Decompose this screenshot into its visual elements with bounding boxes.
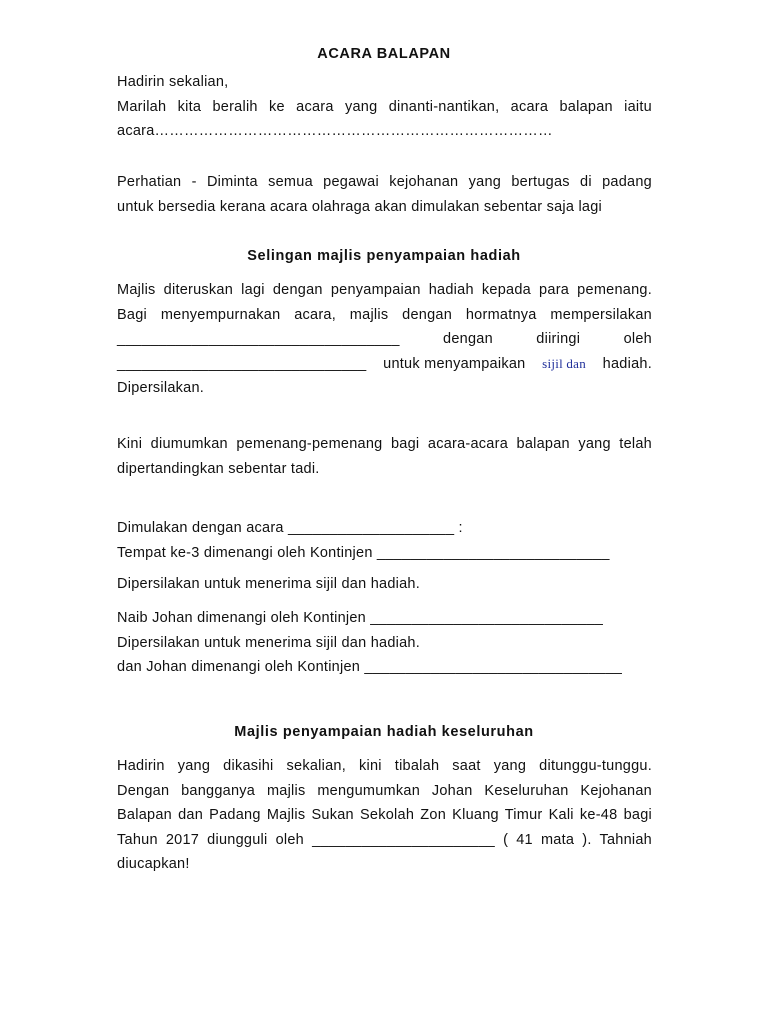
word-oleh: oleh xyxy=(623,331,652,347)
keseluruhan-line-4: Tahun 2017 diungguli oleh ______________________ ( 41 mata ). Tahniah xyxy=(117,831,652,848)
winners-event-block xyxy=(117,516,652,565)
selingan-line-4 xyxy=(117,352,652,377)
selingan-paragraph xyxy=(117,278,652,401)
invite-line-1: Dipersilakan untuk menerima sijil dan hadiah. xyxy=(117,576,421,592)
keseluruhan-line-2: Dengan bangganya majlis mengumumkan Johan Keseluruhan Kejohanan xyxy=(117,782,652,799)
notice-paragraph xyxy=(117,170,652,219)
section-heading-selingan: Selingan majlis penyampaian hadiah xyxy=(247,248,521,264)
winners-intro-paragraph xyxy=(117,432,652,481)
invite-block-1 xyxy=(117,572,652,597)
keseluruhan-line-5: diucapkan! xyxy=(117,856,190,872)
keseluruhan-line-3: Balapan dan Padang Majlis Sukan Sekolah Zon Kluang Timur Kali ke-48 bagi xyxy=(117,807,652,823)
guest-name-blank: __________________________________ xyxy=(117,331,400,347)
second-place-line: Naib Johan dimenangi oleh Kontinjen ____________________________ xyxy=(117,610,604,626)
winners-intro-line-2: dipertandingkan sebentar tadi. xyxy=(117,460,320,477)
companion-name-blank: ______________________________ xyxy=(117,355,367,372)
selingan-line-5: Dipersilakan. xyxy=(117,380,205,396)
intro-line-2: acara……………………………………………………………………… xyxy=(117,123,553,139)
page-title: ACARA BALAPAN xyxy=(317,46,451,62)
text-sijil-dan: sijil dan xyxy=(542,355,586,371)
third-place-line: Tempat ke-3 dimenangi oleh Kontinjen ____________________________ xyxy=(117,544,610,561)
selingan-line-2: Bagi menyempurnakan acara, majlis dengan hormatnya mempersilakan xyxy=(117,306,652,323)
text-untuk-menyampaikan: untuk menyampaikan xyxy=(383,355,526,372)
notice-line-1: Perhatian - Diminta semua pegawai kejohanan yang bertugas di padang xyxy=(117,174,652,190)
keseluruhan-line-1: Hadirin yang dikasihi sekalian, kini tibalah saat yang ditunggu-tunggu. xyxy=(117,758,652,774)
intro-line-1: Marilah kita beralih ke acara yang dinanti-nantikan, acara balapan iaitu xyxy=(117,98,652,115)
greeting-text: Hadirin sekalian, xyxy=(117,74,229,90)
notice-line-2: untuk bersedia kerana acara olahraga akan dimulakan sebentar saja lagi xyxy=(117,198,603,215)
winners-top-block xyxy=(117,606,652,680)
selingan-line-3 xyxy=(117,327,652,352)
section-heading-keseluruhan: Majlis penyampaian hadiah keseluruhan xyxy=(234,724,534,740)
word-dengan: dengan xyxy=(443,331,493,347)
selingan-line-1: Majlis diteruskan lagi dengan penyampaian hadiah kepada para pemenang. xyxy=(117,282,652,298)
keseluruhan-paragraph xyxy=(117,754,652,877)
text-hadiah: hadiah. xyxy=(602,355,652,372)
invite-line-2: Dipersilakan untuk menerima sijil dan hadiah. xyxy=(117,634,421,651)
word-diiringi: diiringi xyxy=(536,331,581,347)
first-place-line: dan Johan dimenangi oleh Kontinjen _______________________________ xyxy=(117,659,623,675)
intro-paragraph xyxy=(117,70,652,144)
winners-intro-line-1: Kini diumumkan pemenang-pemenang bagi acara-acara balapan yang telah xyxy=(117,436,652,452)
event-line: Dimulakan dengan acara ____________________ : xyxy=(117,520,463,536)
